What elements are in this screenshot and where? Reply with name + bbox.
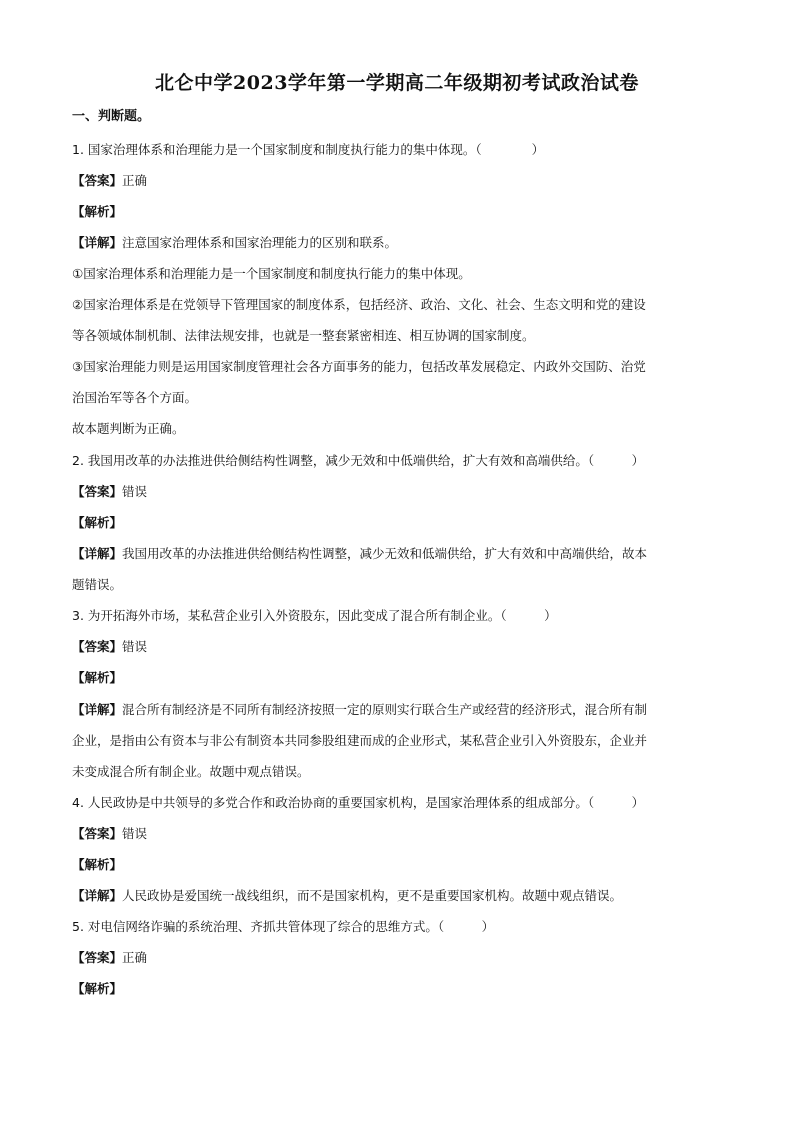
analysis-label: 【解析】 xyxy=(72,204,123,219)
analysis-line xyxy=(72,668,122,688)
answer-line xyxy=(72,482,147,502)
analysis-line xyxy=(72,979,122,999)
detail-text: 故本题判断为正确。 xyxy=(72,421,185,436)
section-heading: 一、判断题。 xyxy=(72,109,151,124)
analysis-label: 【解析】 xyxy=(72,857,123,872)
analysis-line xyxy=(72,855,122,875)
detail-label: 【详解】 xyxy=(72,235,123,250)
question-stem: 1. 国家治理体系和治理能力是一个国家制度和制度执行能力的集中体现。（ ） xyxy=(72,142,545,157)
analysis-label: 【解析】 xyxy=(72,670,123,685)
answer-value: 正确 xyxy=(122,950,148,965)
answer-line xyxy=(72,637,147,657)
detail-line xyxy=(72,886,622,906)
detail-label: 【详解】 xyxy=(72,702,123,717)
answer-line xyxy=(72,824,147,844)
detail-text: 企业，是指由公有资本与非公有制资本共同参股组建而成的企业形式，某私营企业引入外资股东，企业并 xyxy=(72,733,648,748)
detail-label: 【详解】 xyxy=(72,888,123,903)
answer-label: 【答案】 xyxy=(72,484,123,499)
detail-text: 人民政协是爱国统一战线组织，而不是国家机构，更不是重要国家机构。故题中观点错误。 xyxy=(122,888,623,903)
answer-label: 【答案】 xyxy=(72,950,123,965)
question-stem: 3. 为开拓海外市场，某私营企业引入外资股东，因此变成了混合所有制企业。（ ） xyxy=(72,608,557,623)
answer-value: 正确 xyxy=(122,173,148,188)
analysis-label: 【解析】 xyxy=(72,515,123,530)
detail-text: 治国治军等各个方面。 xyxy=(72,390,198,405)
detail-text: 题错误。 xyxy=(72,577,123,592)
answer-label: 【答案】 xyxy=(72,173,123,188)
detail-text: 我国用改革的办法推进供给侧结构性调整，减少无效和低端供给，扩大有效和中高端供给，故本 xyxy=(122,546,648,561)
detail-line xyxy=(72,700,647,720)
answer-line xyxy=(72,948,147,968)
detail-text: 混合所有制经济是不同所有制经济按照一定的原则实行联合生产或经营的经济形式，混合所有制 xyxy=(122,702,648,717)
analysis-line xyxy=(72,513,122,533)
answer-label: 【答案】 xyxy=(72,639,123,654)
answer-value: 错误 xyxy=(122,826,148,841)
detail-text: ③国家治理能力则是运用国家制度管理社会各方面事务的能力，包括改革发展稳定、内政外交国防、治党 xyxy=(72,359,646,374)
detail-text: 等各领域体制机制、法律法规安排，也就是一整套紧密相连、相互协调的国家制度。 xyxy=(72,328,535,343)
answer-label: 【答案】 xyxy=(72,826,123,841)
detail-text: 注意国家治理体系和国家治理能力的区别和联系。 xyxy=(122,235,398,250)
answer-line xyxy=(72,171,147,191)
detail-line xyxy=(72,233,397,253)
question-stem: 2. 我国用改革的办法推进供给侧结构性调整，减少无效和中低端供给，扩大有效和高端供给。（ ） xyxy=(72,453,645,468)
detail-text: ②国家治理体系是在党领导下管理国家的制度体系，包括经济、政治、文化、社会、生态文明和党的建设 xyxy=(72,297,646,312)
question-stem: 4. 人民政协是中共领导的多党合作和政治协商的重要国家机构，是国家治理体系的组成部分。（ ） xyxy=(72,795,645,810)
detail-text: ①国家治理体系和治理能力是一个国家制度和制度执行能力的集中体现。 xyxy=(72,266,471,281)
answer-value: 错误 xyxy=(122,484,148,499)
analysis-line xyxy=(72,202,122,222)
question-stem: 5. 对电信网络诈骗的系统治理、齐抓共管体现了综合的思维方式。（ ） xyxy=(72,919,495,934)
answer-value: 错误 xyxy=(122,639,148,654)
detail-label: 【详解】 xyxy=(72,546,123,561)
document-title: 北仑中学2023学年第一学期高二年级期初考试政治试卷 xyxy=(155,72,639,94)
detail-line xyxy=(72,544,647,564)
analysis-label: 【解析】 xyxy=(72,981,123,996)
detail-text: 未变成混合所有制企业。故题中观点错误。 xyxy=(72,764,310,779)
